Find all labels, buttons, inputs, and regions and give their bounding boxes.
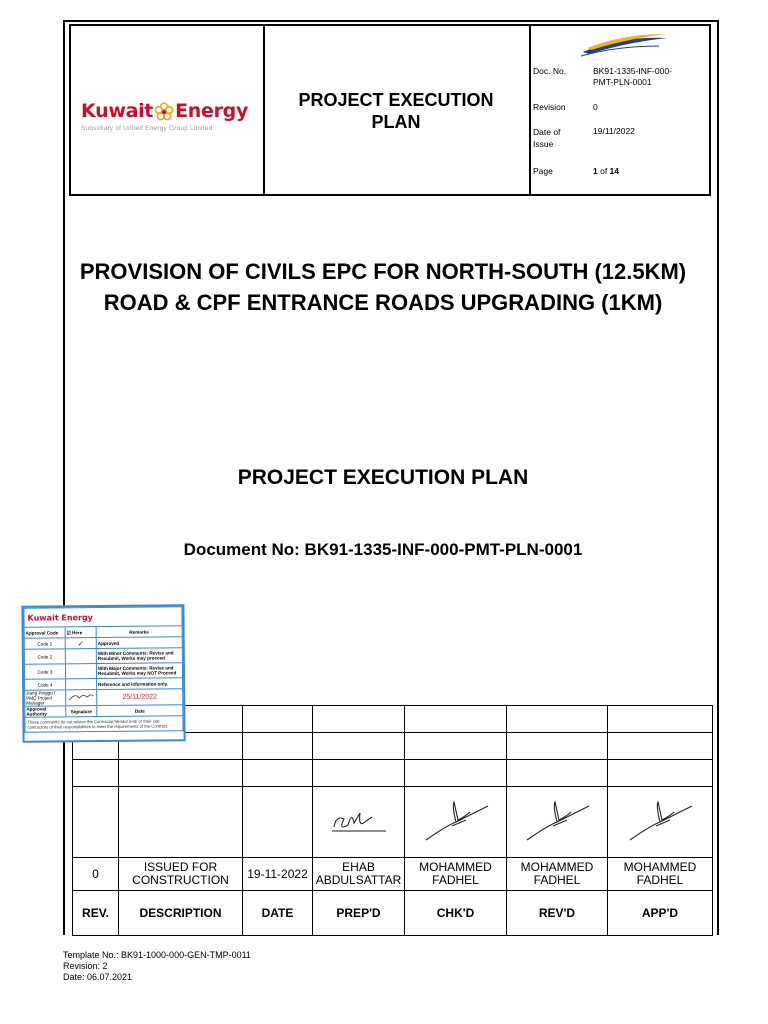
meta-value: 19/11/2022 [593, 126, 635, 136]
flower-icon [154, 102, 174, 122]
stamp-row: Code 2 With Minor Comments: Revise and Resubmit, Works may proceed [24, 648, 182, 664]
approval-stamp [21, 604, 185, 742]
description-header: DESCRIPTION [119, 891, 243, 936]
date-header: DATE [243, 891, 313, 936]
stamp-row: Code 1 ✓ Approved [24, 637, 182, 649]
stamp-signature [66, 690, 97, 706]
meta-label: Revision [533, 102, 566, 112]
meta-label: Doc. No. [533, 66, 567, 76]
stamp-authority-name: Jiang Pinggu / PMC Project Manager [25, 690, 66, 706]
revd-signature [507, 787, 608, 858]
stamp-date-value: 25/11/2022 [97, 689, 183, 706]
stamp-footnote: These comments do not relieve the Contractor/Vendor and/ or their sub-contractors of their responsibilities to meet the requirements of the Contract. [25, 716, 183, 732]
footer-date: Date: 06.07.2021 [63, 972, 133, 982]
meta-docno [529, 66, 709, 92]
appd-cell: MOHAMMED FADHEL [608, 858, 713, 891]
stamp-col-code: Approval Code [24, 627, 65, 638]
revd-cell: MOHAMMED FADHEL [507, 858, 608, 891]
prepd-header: PREP'D [313, 891, 405, 936]
table-row [73, 858, 713, 891]
rev-header: REV. [73, 891, 119, 936]
meta-label: Page [533, 166, 553, 176]
stamp-row: Code 4 Reference and information only. [25, 678, 183, 690]
appd-header: APP'D [608, 891, 713, 936]
chkd-header: CHK'D [405, 891, 507, 936]
signature-row [73, 787, 713, 858]
logo-cell [71, 26, 265, 194]
company-logo: Kuwait Energy Subsidiary of United Energy Group Limited [81, 100, 257, 132]
document-number: Document No: BK91-1335-INF-000-PMT-PLN-0001 [183, 540, 583, 559]
prepd-cell: EHAB ABDULSATTAR [313, 858, 405, 891]
stamp-col-remarks: Remarks [96, 626, 182, 638]
date-cell: 19-11-2022 [243, 858, 313, 891]
meta-label: Date of Issue [533, 127, 561, 149]
prepd-signature [313, 787, 405, 858]
description-cell: ISSUED FOR CONSTRUCTION [119, 858, 243, 891]
meta-value: 1 of 14 [593, 166, 620, 176]
chkd-cell: MOHAMMED FADHEL [405, 858, 507, 891]
meta-value: BK91-1335-INF-000- PMT-PLN-0001 [593, 66, 672, 87]
wing-logo-icon [579, 32, 671, 58]
logo-subtitle: Subsidiary of United Energy Group Limited [81, 125, 213, 132]
appd-signature [608, 787, 713, 858]
title-cell [263, 26, 531, 194]
meta-value: 0 [593, 102, 598, 112]
stamp-logo: Kuwait Energy [24, 607, 182, 627]
chkd-signature [405, 787, 507, 858]
rev-cell: 0 [73, 858, 119, 891]
footer-template: Template No.: BK91-1000-000-GEN-TMP-0011 [63, 950, 251, 960]
template-footer [63, 950, 251, 983]
header-title: PROJECT EXECUTION PLAN [298, 90, 494, 132]
stamp-signature-row [25, 689, 183, 706]
stamp-row: Code 3 With Major Comments: Revise and Resubmit, Works may NOT Proceed [24, 663, 182, 679]
project-title: PROVISION OF CIVILS EPC FOR NORTH-SOUTH (12.5KM) ROAD & CPF ENTRANCE ROADS UPGRADING (1KM) [79, 259, 687, 315]
meta-cell [529, 26, 709, 194]
revd-header: REV'D [507, 891, 608, 936]
document-subtitle: PROJECT EXECUTION PLAN [237, 466, 529, 489]
stamp-label-row: Approval Authority Signature Date [25, 705, 183, 717]
table-row [73, 760, 713, 787]
footer-revision: Revision: 2 [63, 961, 108, 971]
header-table [69, 24, 711, 196]
table-header-row [73, 891, 713, 936]
stamp-col-tick: ☑ Here [65, 627, 96, 638]
